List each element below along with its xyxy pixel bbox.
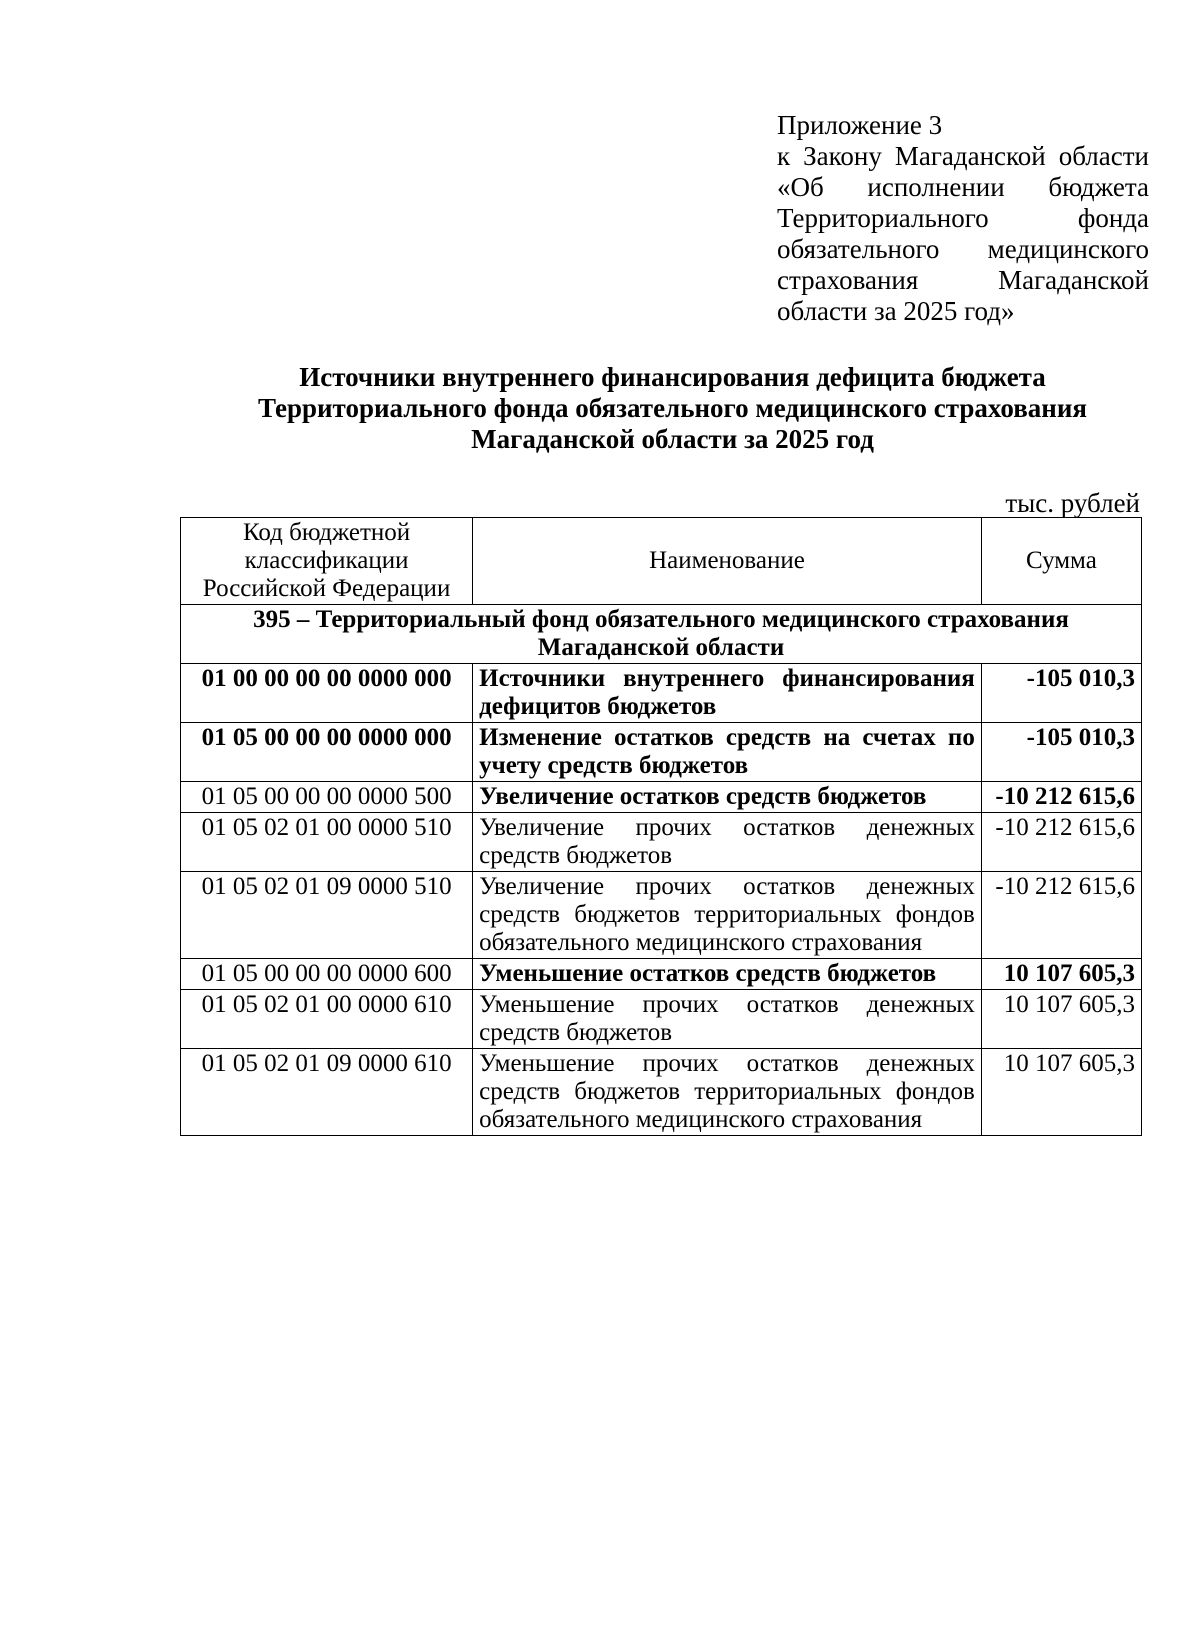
row-sum: -105 010,3 [981, 664, 1141, 723]
table-row [181, 959, 1142, 990]
row-code: 01 05 00 00 00 0000 500 [181, 782, 473, 813]
table-row [181, 813, 1142, 872]
row-sum: -10 212 615,6 [981, 782, 1141, 813]
appendix-line: Приложение 3 [777, 110, 943, 140]
row-name: Уменьшение прочих остатков денежных средств бюджетов [473, 990, 982, 1049]
table-row [181, 1049, 1142, 1136]
appendix-line: «Об исполнении бюджета [777, 172, 1149, 202]
table-row [181, 872, 1142, 959]
group-title: 395 – Территориальный фонд обязательного медицинского страхования Магаданской области [181, 605, 1142, 664]
header-code: Код бюджетной классификации Российской Федерации [181, 518, 473, 605]
row-name: Увеличение прочих остатков денежных средств бюджетов территориальных фондов обязательного медицинского страхования [473, 872, 982, 959]
row-code: 01 05 00 00 00 0000 000 [181, 723, 473, 782]
row-name: Уменьшение прочих остатков денежных средств бюджетов территориальных фондов обязательного медицинского страхования [473, 1049, 982, 1136]
table-group-row [181, 605, 1142, 664]
row-sum: 10 107 605,3 [981, 959, 1141, 990]
title-line: Магаданской области за 2025 год [471, 424, 874, 454]
units-label: тыс. рублей [1005, 488, 1140, 518]
row-name: Увеличение прочих остатков денежных средств бюджетов [473, 813, 982, 872]
title-line: Территориального фонда обязательного медицинского страхования [257, 393, 1087, 423]
table-row [181, 782, 1142, 813]
row-code: 01 05 02 01 00 0000 510 [181, 813, 473, 872]
appendix-note [777, 110, 1149, 327]
header-sum: Сумма [981, 518, 1141, 605]
row-sum: -10 212 615,6 [981, 813, 1141, 872]
appendix-line: обязательного медицинского [777, 234, 1149, 264]
document-title [180, 362, 1165, 455]
row-sum: 10 107 605,3 [981, 1049, 1141, 1136]
title-line: Источники внутреннего финансирования дефицита бюджета [299, 362, 1046, 392]
table-row [181, 990, 1142, 1049]
row-name: Изменение остатков средств на счетах по учету средств бюджетов [473, 723, 982, 782]
table-header-row [181, 518, 1142, 605]
row-name: Увеличение остатков средств бюджетов [473, 782, 982, 813]
row-sum: 10 107 605,3 [981, 990, 1141, 1049]
appendix-line: области за 2025 год» [777, 296, 1015, 326]
appendix-line: к Закону Магаданской области [777, 141, 1149, 171]
header-name: Наименование [473, 518, 982, 605]
row-code: 01 05 02 01 00 0000 610 [181, 990, 473, 1049]
row-code: 01 00 00 00 00 0000 000 [181, 664, 473, 723]
table-row [181, 723, 1142, 782]
row-code: 01 05 02 01 09 0000 610 [181, 1049, 473, 1136]
row-name: Источники внутреннего финансирования дефицитов бюджетов [473, 664, 982, 723]
row-sum: -10 212 615,6 [981, 872, 1141, 959]
row-code: 01 05 02 01 09 0000 510 [181, 872, 473, 959]
row-name: Уменьшение остатков средств бюджетов [473, 959, 982, 990]
budget-sources-table [180, 517, 1142, 1136]
table-row [181, 664, 1142, 723]
appendix-line: Территориального фонда [777, 203, 1149, 233]
appendix-line: страхования Магаданской [777, 265, 1149, 295]
row-code: 01 05 00 00 00 0000 600 [181, 959, 473, 990]
row-sum: -105 010,3 [981, 723, 1141, 782]
